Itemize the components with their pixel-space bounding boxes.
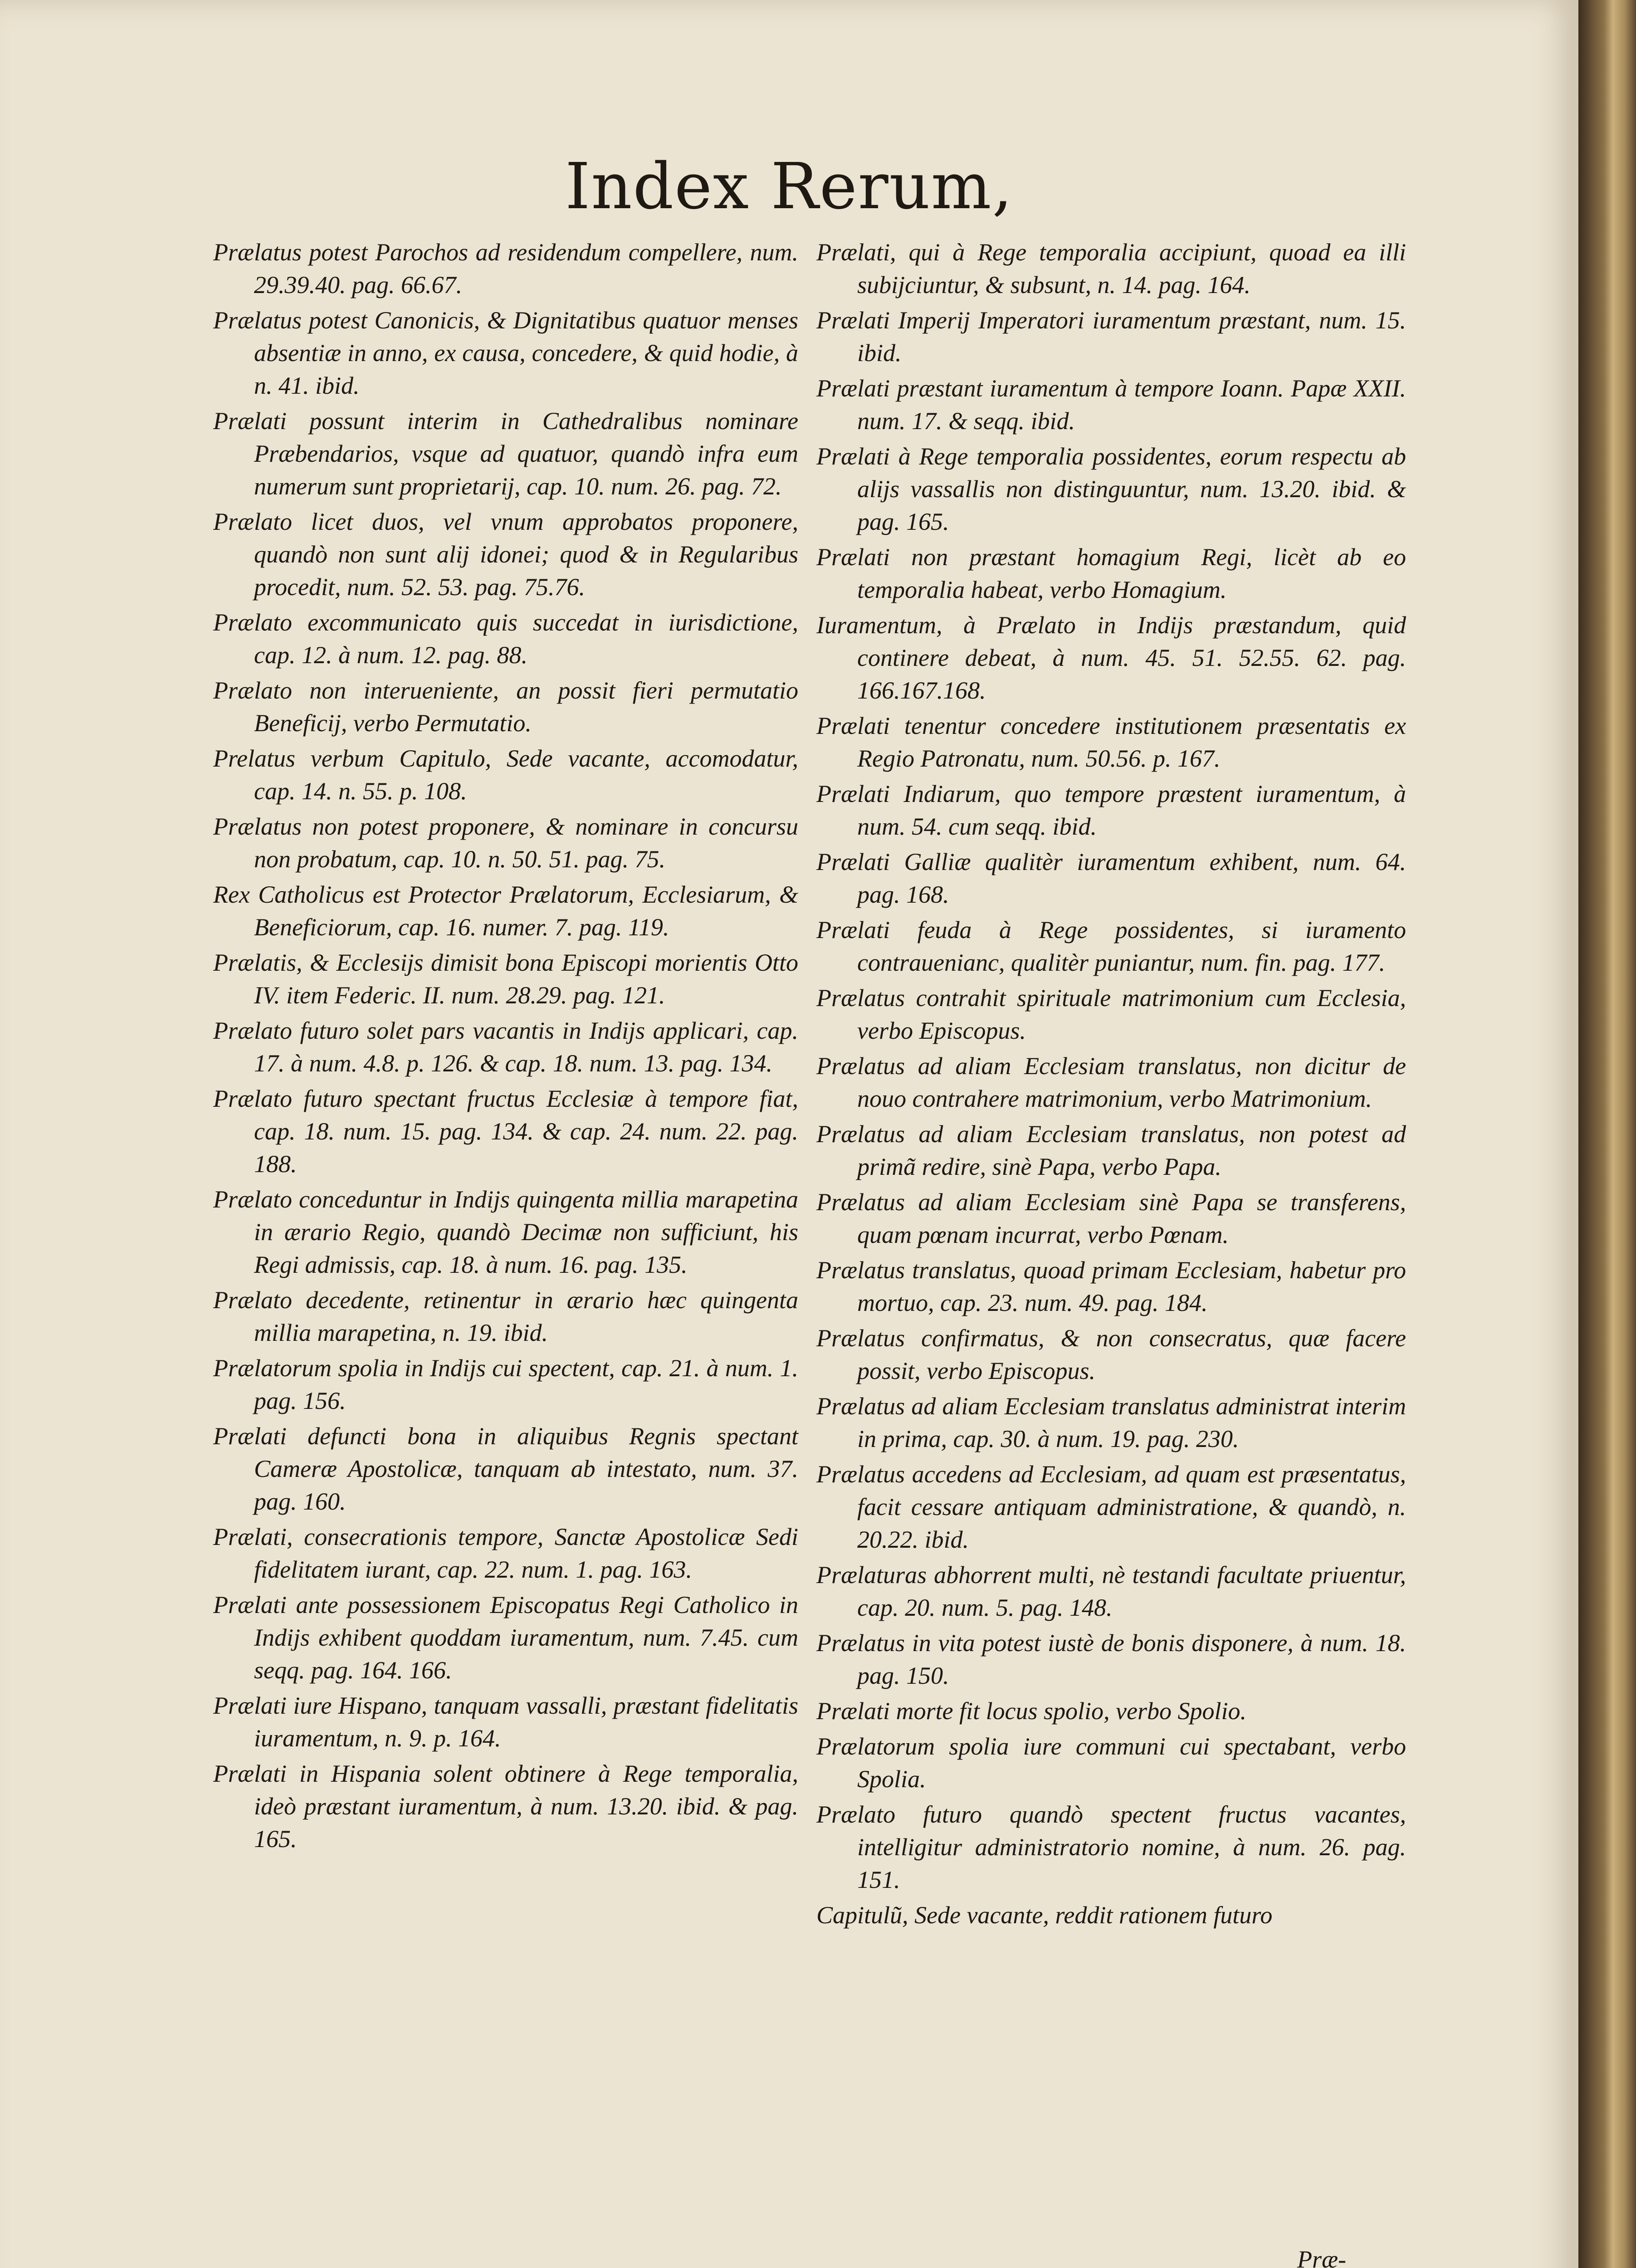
index-entry: Prælatis, & Ecclesijs dimisit bona Episcopi morientis Otto IV. item Federic. II. num. 28.29. pag. 121. [213, 949, 798, 1009]
index-entry: Capitulũ, Sede vacante, reddit rationem futuro [816, 1901, 1273, 1929]
index-entry: Prælati, qui à Rege temporalia accipiunt, quoad ea illi subijciuntur, & subsunt, n. 14. pag. 164. [816, 239, 1406, 298]
book-spine [1578, 0, 1636, 2268]
index-entry: Prælatus in vita potest iustè de bonis disponere, à num. 18. pag. 150. [816, 1629, 1406, 1689]
index-entry: Prælatus confirmatus, & non consecratus, quæ facere possit, verbo Episcopus. [816, 1325, 1406, 1384]
index-entry: Iuramentum, à Prælato in Indijs præstandum, quid continere debeat, à num. 45. 51. 52.55. 62. pag. 166.167.168. [816, 611, 1406, 704]
index-entry: Prælaturas abhorrent multi, nè testandi facultate priuentur, cap. 20. num. 5. pag. 148. [816, 1561, 1406, 1621]
index-entry: Prælati præstant iuramentum à tempore Ioann. Papæ XXII. num. 17. & seqq. ibid. [816, 375, 1406, 435]
page-title: Index Rerum, [565, 150, 1013, 224]
index-entry: Prælatus ad aliam Ecclesiam translatus, non dicitur de nouo contrahere matrimonium, verbo Matrimonium. [816, 1052, 1406, 1112]
index-entry: Prælati à Rege temporalia possidentes, eorum respectu ab alijs vassallis non distinguuntur, num. 13.20. ibid. & pag. 165. [816, 443, 1406, 535]
index-entry: Prælatus potest Parochos ad residendum compellere, num. 29.39.40. pag. 66.67. [213, 239, 798, 298]
index-entry: Prælato futuro quandò spectent fructus vacantes, intelligitur administratorio nomine, à num. 26. pag. 151. [816, 1801, 1406, 1893]
index-entry: Prælato conceduntur in Indijs quingenta millia marapetina in ærario Regio, quandò Decimæ non sufficiunt, his Regi admissis, cap. 18. à num. 16. pag. 135. [213, 1186, 798, 1278]
index-entry: Prælatus translatus, quoad primam Ecclesiam, habetur pro mortuo, cap. 23. num. 49. pag. 184. [816, 1256, 1406, 1316]
index-entry: Prælati possunt interim in Cathedralibus nominare Præbendarios, vsque ad quatuor, quandò infra eum numerum sunt proprietarij, cap. 10. num. 26. pag. 72. [213, 407, 798, 500]
index-entry: Prælato non interueniente, an possit fieri permutatio Beneficij, verbo Permutatio. [213, 677, 798, 737]
index-entry: Prælato futuro solet pars vacantis in Indijs applicari, cap. 17. à num. 4.8. p. 126. & cap. 18. num. 13. pag. 134. [213, 1017, 798, 1077]
index-entry: Rex Catholicus est Protector Prælatorum, Ecclesiarum, & Beneficiorum, cap. 16. numer. 7. pag. 119. [213, 881, 798, 941]
index-entry: Prælati Imperij Imperatori iuramentum præstant, num. 15. ibid. [816, 307, 1406, 367]
index-entry: Prælatus ad aliam Ecclesiam sinè Papa se transferens, quam pœnam incurrat, verbo Pœnam. [816, 1188, 1406, 1248]
index-entry: Prælato decedente, retinentur in ærario hæc quingenta millia marapetina, n. 19. ibid. [213, 1286, 798, 1346]
index-entry: Prælati Galliæ qualitèr iuramentum exhibent, num. 64. pag. 168. [816, 848, 1406, 908]
index-entry: Prælatus contrahit spirituale matrimonium cum Ecclesia, verbo Episcopus. [816, 984, 1406, 1044]
index-entry: Prælatus ad aliam Ecclesiam translatus, non potest ad primã redire, sinè Papa, verbo Papa. [816, 1120, 1406, 1180]
index-entry: Prælati iure Hispano, tanquam vassalli, præstant fidelitatis iuramentum, n. 9. p. 164. [213, 1692, 798, 1752]
index-entry: Prælatus ad aliam Ecclesiam translatus administrat interim in prima, cap. 30. à num. 19. pag. 230. [816, 1393, 1406, 1452]
index-entry: Prælatorum spolia iure communi cui spectabant, verbo Spolia. [816, 1733, 1406, 1793]
right-column [816, 236, 1406, 1934]
index-entry: Prælati non præstant homagium Regi, licèt ab eo temporalia habeat, verbo Homagium. [816, 543, 1406, 603]
index-entry: Prælatorum spolia in Indijs cui spectent, cap. 21. à num. 1. pag. 156. [213, 1354, 798, 1414]
index-entry: Prælato futuro spectant fructus Ecclesiæ à tempore fiat, cap. 18. num. 15. pag. 134. & cap. 24. num. 22. pag. 188. [213, 1085, 798, 1178]
index-entry: Prælati, consecrationis tempore, Sanctæ Apostolicæ Sedi fidelitatem iurant, cap. 22. num. 1. pag. 163. [213, 1523, 798, 1583]
index-entry: Prelatus verbum Capitulo, Sede vacante, accomodatur, cap. 14. n. 55. p. 108. [213, 745, 798, 805]
index-entry: Prælatus non potest proponere, & nominare in concursu non probatum, cap. 10. n. 50. 51. pag. 75. [213, 813, 798, 873]
index-entry: Prælati morte fit locus spolio, verbo Spolio. [816, 1697, 1246, 1725]
index-entry: Prælati in Hispania solent obtinere à Rege temporalia, ideò præstant iuramentum, à num. 13.20. ibid. & pag. 165. [213, 1760, 798, 1853]
index-entry: Prælati Indiarum, quo tempore præstent iuramentum, à num. 54. cum seqq. ibid. [816, 780, 1406, 840]
catchword: Præ- [1297, 2246, 1346, 2268]
index-entry: Prælato licet duos, vel vnum approbatos proponere, quandò non sunt alij idonei; quod & in Regularibus procedit, num. 52. 53. pag. 75.76. [213, 508, 798, 601]
index-entry: Prælatus accedens ad Ecclesiam, ad quam est præsentatus, facit cessare antiquam administratione, & quandò, n. 20.22. ibid. [816, 1461, 1406, 1553]
index-entry: Prælato excommunicato quis succedat in iurisdictione, cap. 12. à num. 12. pag. 88. [213, 609, 798, 669]
index-entry: Prælatus potest Canonicis, & Dignitatibus quatuor menses absentiæ in anno, ex causa, concedere, & quid hodie, à n. 41. ibid. [213, 307, 798, 399]
index-entry: Prælati tenentur concedere institutionem præsentatis ex Regio Patronatu, num. 50.56. p. 167. [816, 712, 1406, 772]
index-entry: Prælati feuda à Rege possidentes, si iuramento contrauenianc, qualitèr puniantur, num. fin. pag. 177. [816, 916, 1406, 976]
left-column [213, 236, 798, 1858]
index-entry: Prælati defuncti bona in aliquibus Regnis spectant Cameræ Apostolicæ, tanquam ab intestato, num. 37. pag. 160. [213, 1422, 798, 1515]
index-entry: Prælati ante possessionem Episcopatus Regi Catholico in Indijs exhibent quoddam iuramentum, num. 7.45. cum seqq. pag. 164. 166. [213, 1591, 798, 1684]
